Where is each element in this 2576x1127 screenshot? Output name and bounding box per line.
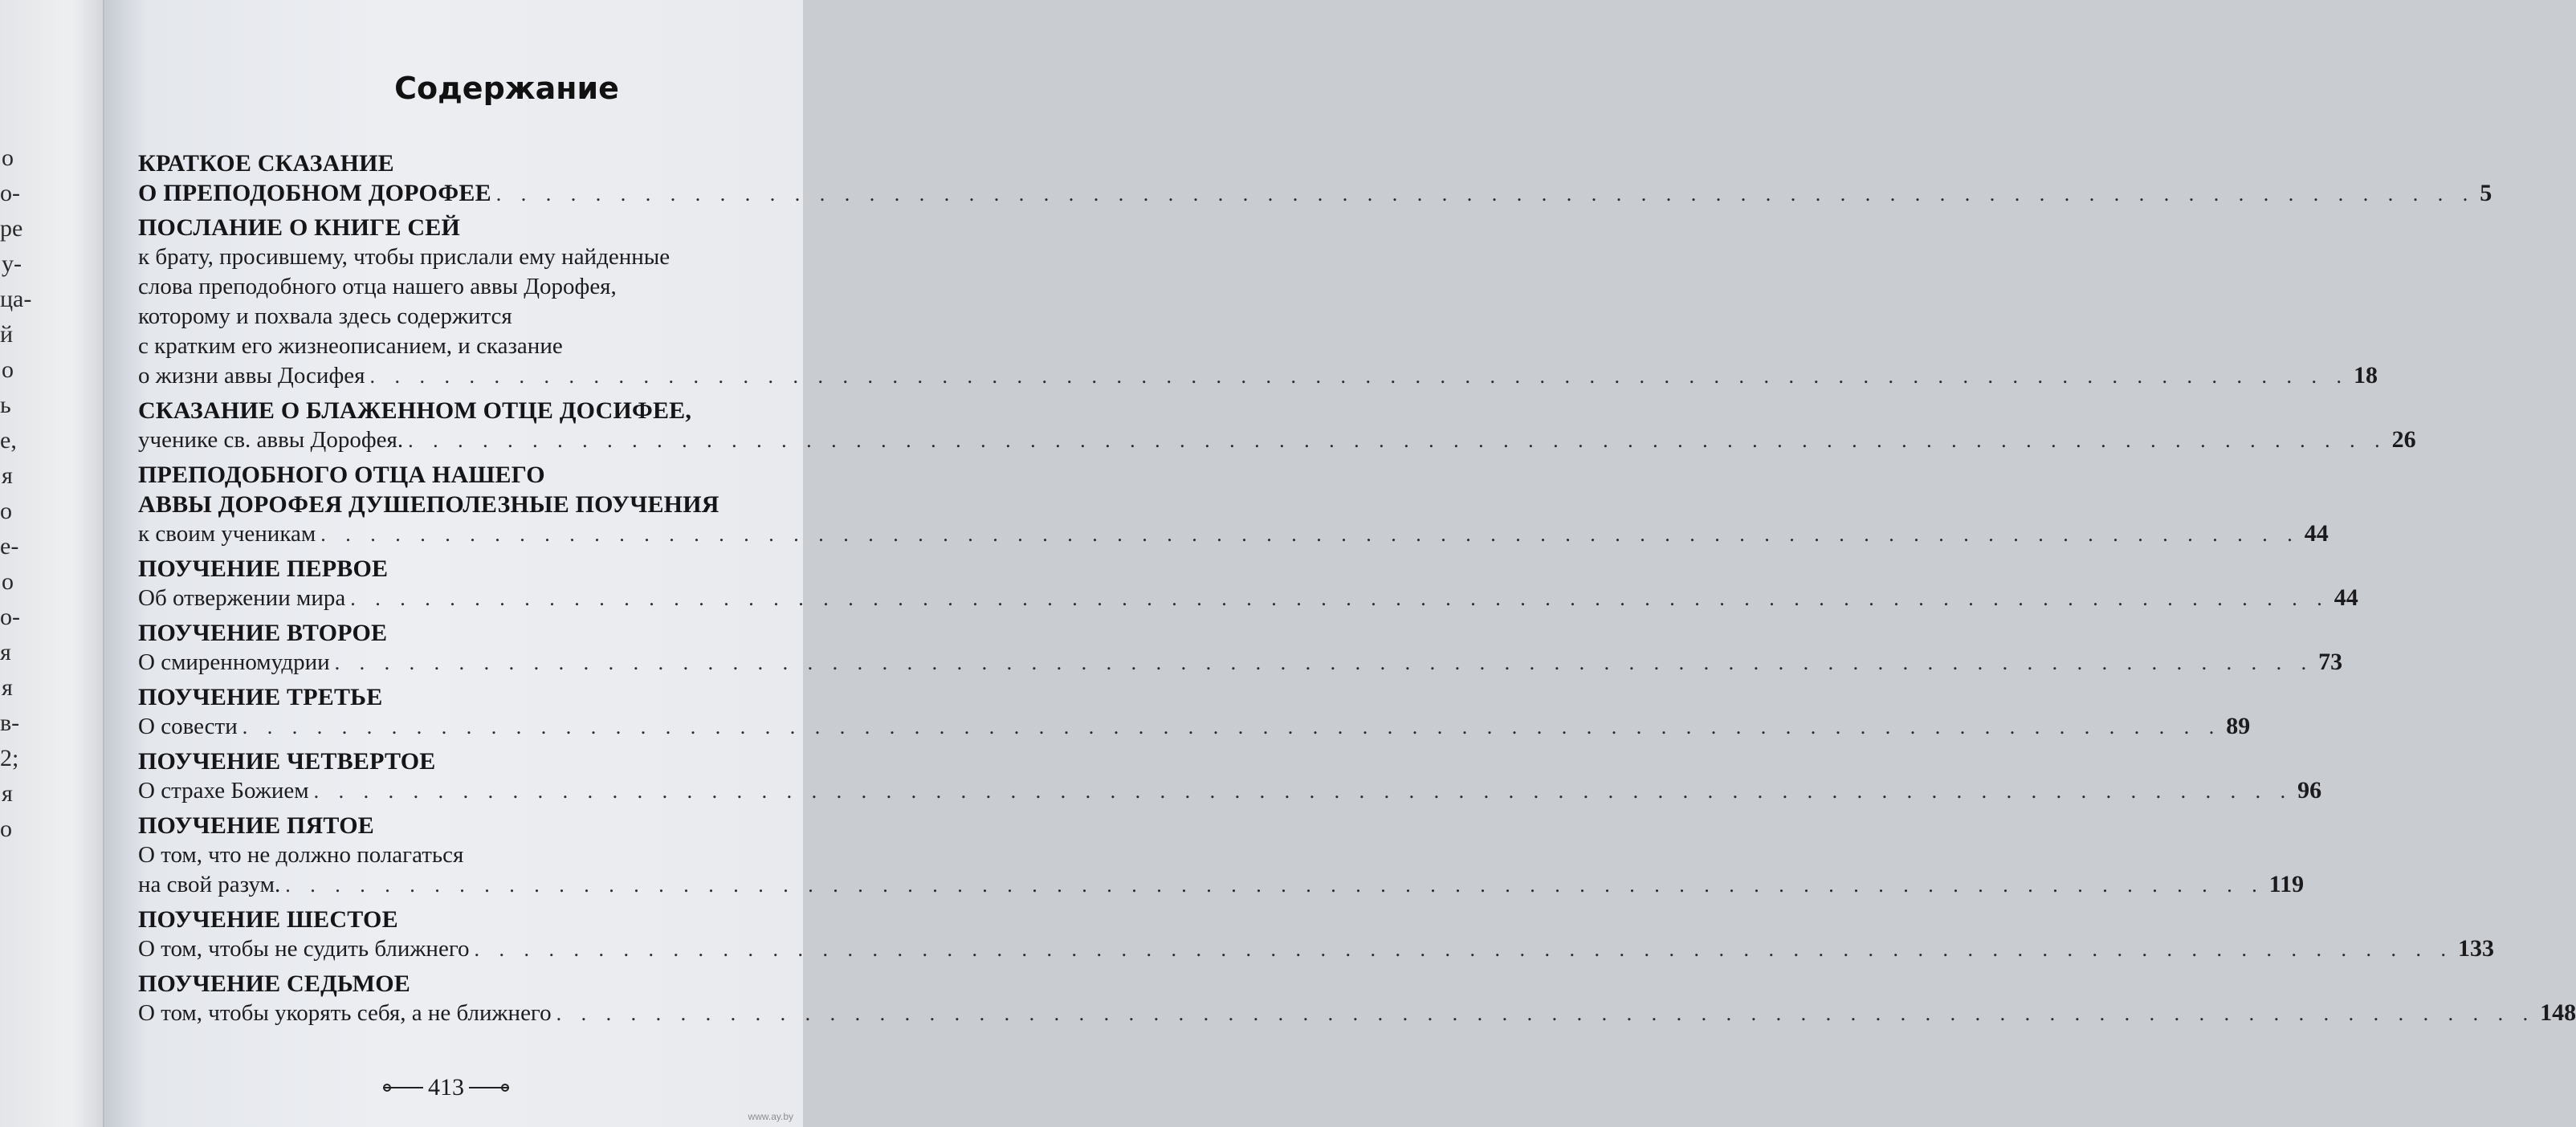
left-page-text-fragment: е,: [0, 427, 17, 454]
toc-subtitle: слова преподобного отца нашего аввы Дорофея,: [138, 274, 617, 299]
dot-leader: . . . . . . . . . . . . . . . . . . . . . . . . . . . . . . . . . . . . . . . . . . . . . . . . . . . . . . . . . . . . . . . . . . . . . . . . . . . . . . . .: [313, 779, 2293, 803]
left-page-text-fragment: ь: [0, 392, 11, 418]
left-page-text-fragment: о-: [0, 604, 20, 630]
toc-subtitle: ученике св. аввы Дорофея.: [138, 427, 404, 453]
toc-entry-row: [138, 519, 2329, 549]
toc-subtitle: О совести: [138, 714, 238, 739]
toc-heading: ПОУЧЕНИЕ ТРЕТЬЕ: [138, 684, 383, 710]
toc-page-number: 73: [2318, 649, 2343, 675]
toc-heading: ПОУЧЕНИЕ ПЕРВОЕ: [138, 555, 389, 582]
dot-leader: . . . . . . . . . . . . . . . . . . . . . . . . . . . . . . . . . . . . . . . . . . . . . . . . . . . . . . . . . . . . . . . . . . . . . . . . . . . . . . . .: [334, 651, 2314, 674]
toc-heading: СКАЗАНИЕ О БЛАЖЕННОМ ОТЦЕ ДОСИФЕЕ,: [138, 397, 692, 424]
left-page-text-fragment: о: [2, 356, 14, 383]
toc-page-number: 89: [2226, 713, 2251, 739]
left-page-text-fragment: о: [0, 816, 12, 842]
left-page-text-fragment: у-: [2, 250, 22, 277]
toc-subtitle: к своим ученикам: [138, 521, 316, 547]
toc-page-number: 26: [2391, 426, 2416, 453]
left-page-text-fragment: й: [0, 321, 14, 348]
left-page-text-fragment: я: [0, 639, 11, 665]
toc-heading: ПОУЧЕНИЕ ЧЕТВЕРТОЕ: [138, 748, 436, 775]
toc-page-number: 96: [2297, 777, 2322, 804]
toc-entry[interactable]: [138, 618, 2343, 677]
left-page-text-fragment: о-: [0, 180, 20, 206]
toc-entry[interactable]: [138, 747, 2322, 806]
dot-leader: . . . . . . . . . . . . . . . . . . . . . . . . . . . . . . . . . . . . . . . . . . . . . . . . . . . . . . . . . . . . . . . . . . . . . . . . . . . . . . . .: [320, 523, 2300, 546]
toc-heading: ПОУЧЕНИЕ ШЕСТОЕ: [138, 906, 398, 933]
dot-leader: . . . . . . . . . . . . . . . . . . . . . . . . . . . . . . . . . . . . . . . . . . . . . . . . . . . . . . . . . . . . . . . . . . . . . . . . . . . . . . . .: [285, 873, 2264, 897]
toc-entry-row: [138, 178, 2492, 208]
ornament-right-icon: [469, 1084, 509, 1092]
left-page: [0, 0, 104, 1127]
toc-subtitle: которому и похвала здесь содержится: [138, 303, 512, 329]
left-page-text-fragment: ре: [0, 215, 23, 242]
toc-subtitle: О том, что не должно полагаться: [138, 842, 464, 868]
dot-leader: . . . . . . . . . . . . . . . . . . . . . . . . . . . . . . . . . . . . . . . . . . . . . . . . . . . . . . . . . . . . . . . . . . . . . . . . . . . . . . . .: [242, 715, 2222, 738]
toc-heading: ПОУЧЕНИЕ ПЯТОЕ: [138, 812, 374, 839]
toc-subtitle: к брату, просившему, чтобы прислали ему найденные: [138, 244, 670, 270]
toc-entry-row: [138, 584, 2358, 613]
toc-page-number: 148: [2540, 999, 2576, 1026]
toc-subtitle: О том, чтобы укорять себя, а не ближнего: [138, 1000, 552, 1026]
left-page-text-fragment: я: [2, 462, 13, 489]
dot-leader: . . . . . . . . . . . . . . . . . . . . . . . . . . . . . . . . . . . . . . . . . . . . . . . . . . . . . . . . . . . . . . . . . . . . . . . . . . . . . . . .: [369, 364, 2349, 388]
toc-subtitle: на свой разум.: [138, 872, 281, 897]
ornament-left-icon: [383, 1084, 423, 1092]
toc-entry[interactable]: [138, 554, 2358, 613]
right-page: [106, 0, 2576, 1127]
toc-entry[interactable]: [138, 460, 2329, 549]
toc-entry[interactable]: [138, 396, 2416, 455]
toc-heading: ПРЕПОДОБНОГО ОТЦА НАШЕГО: [138, 462, 545, 488]
toc-entry-row: [138, 361, 2378, 391]
toc-heading: ПОСЛАНИЕ О КНИГЕ СЕЙ: [138, 214, 461, 241]
toc-entry-row: [138, 999, 2576, 1028]
toc-entry-row: [138, 870, 2305, 900]
left-page-text-fragment: о: [2, 144, 14, 171]
toc-subtitle: О том, чтобы не судить ближнего: [138, 936, 470, 962]
dot-leader: . . . . . . . . . . . . . . . . . . . . . . . . . . . . . . . . . . . . . . . . . . . . . . . . . . . . . . . . . . . . . . . . . . . . . . . . . . . . . . . .: [474, 938, 2453, 961]
dot-leader: . . . . . . . . . . . . . . . . . . . . . . . . . . . . . . . . . . . . . . . . . . . . . . . . . . . . . . . . . . . . . . . . . . . . . . . . . . . . . . . .: [408, 429, 2387, 452]
watermark: www.ay.by: [748, 1111, 793, 1122]
toc-entry-row: [138, 425, 2416, 455]
toc-entry[interactable]: [138, 213, 2378, 391]
toc-entry[interactable]: [138, 811, 2305, 900]
toc-heading: ПОУЧЕНИЕ ВТОРОЕ: [138, 620, 388, 646]
left-page-text-fragment: о: [0, 498, 12, 524]
toc-entry-row: [138, 934, 2494, 964]
toc-heading: КРАТКОЕ СКАЗАНИЕ: [138, 150, 394, 177]
left-page-text-fragment: я: [2, 674, 13, 701]
toc-subtitle: О смиренномудрии: [138, 649, 330, 675]
toc-heading: ПОУЧЕНИЕ СЕДЬМОЕ: [138, 970, 411, 997]
left-page-text-fragment: ца-: [0, 286, 32, 312]
page-title: Содержание: [394, 71, 619, 106]
toc-heading: О ПРЕПОДОБНОМ ДОРОФЕЕ: [138, 180, 491, 206]
toc-page-number: 133: [2458, 935, 2494, 962]
toc-page-number: 44: [2333, 584, 2358, 611]
toc-entry-row: [138, 712, 2251, 742]
page-number: 413: [428, 1074, 464, 1101]
toc-entry-row: [138, 776, 2322, 806]
toc-page-number: 119: [2268, 871, 2305, 897]
dot-leader: . . . . . . . . . . . . . . . . . . . . . . . . . . . . . . . . . . . . . . . . . . . . . . . . . . . . . . . . . . . . . . . . . . . . . . . . . . . . . . . .: [556, 1002, 2536, 1025]
toc-entry[interactable]: [138, 905, 2494, 964]
left-page-text-fragment: в-: [0, 710, 20, 736]
left-page-text-fragment: о: [2, 568, 14, 595]
toc-page-number: 18: [2353, 362, 2378, 389]
toc-subtitle: Об отвержении мира: [138, 585, 346, 611]
dot-leader: . . . . . . . . . . . . . . . . . . . . . . . . . . . . . . . . . . . . . . . . . . . . . . . . . . . . . . . . . . . . . . . . . . . . . . . . . . . . . . . .: [495, 182, 2476, 205]
toc-heading: АВВЫ ДОРОФЕЯ ДУШЕПОЛЕЗНЫЕ ПОУЧЕНИЯ: [138, 491, 719, 518]
left-page-text-fragment: е-: [0, 533, 19, 559]
toc-subtitle: о жизни аввы Досифея: [138, 363, 365, 389]
toc-entry[interactable]: [138, 969, 2576, 1028]
toc-entry-row: [138, 648, 2343, 677]
left-page-text-fragment: 2;: [0, 745, 19, 771]
toc-entry[interactable]: [138, 682, 2251, 742]
toc-page-number: 44: [2304, 520, 2329, 547]
table-of-contents: [138, 149, 2576, 1033]
toc-subtitle: с кратким его жизнеописанием, и сказание: [138, 333, 563, 359]
left-page-text-fragment: я: [2, 780, 13, 807]
toc-page-number: 5: [2480, 180, 2492, 206]
page-number-footer: [383, 1074, 509, 1101]
toc-entry[interactable]: [138, 149, 2492, 208]
dot-leader: . . . . . . . . . . . . . . . . . . . . . . . . . . . . . . . . . . . . . . . . . . . . . . . . . . . . . . . . . . . . . . . . . . . . . . . . . . . . . . . .: [350, 587, 2329, 610]
toc-subtitle: О страхе Божием: [138, 778, 309, 804]
